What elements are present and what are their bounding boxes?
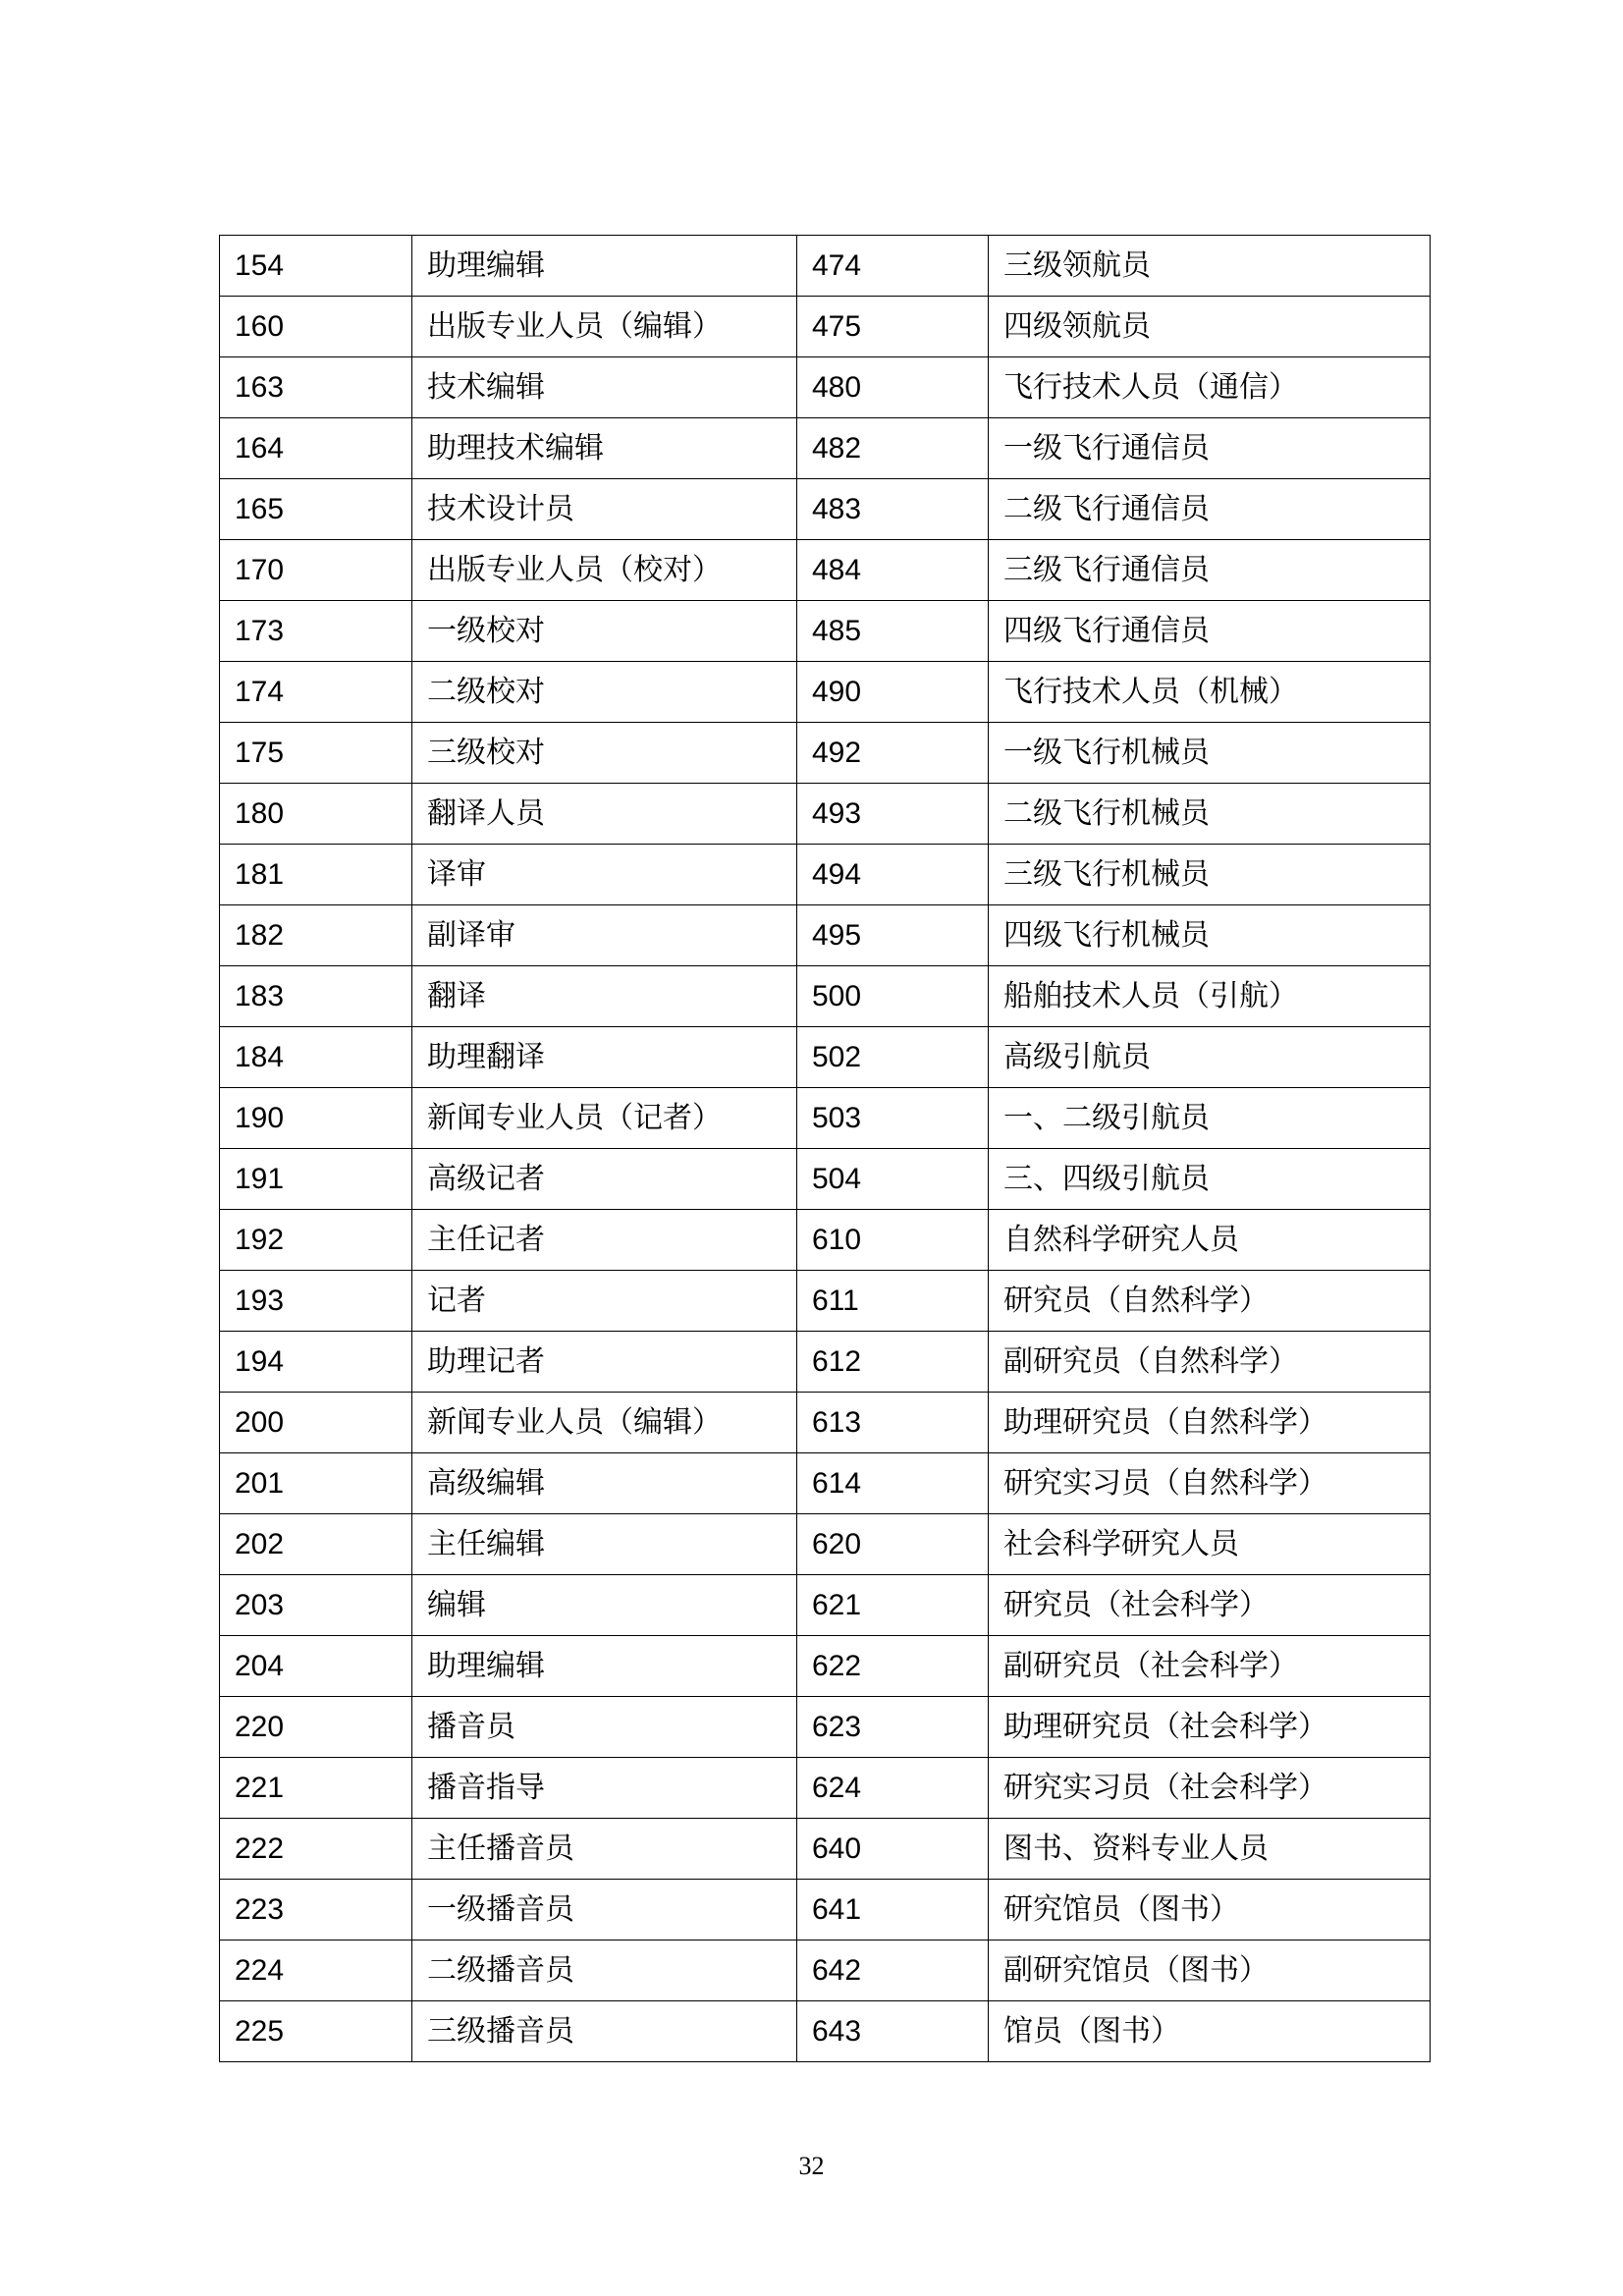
table-row	[220, 540, 1431, 601]
right-title-cell: 副研究员（社会科学）	[989, 1636, 1431, 1697]
left-title-cell: 助理编辑	[412, 236, 797, 297]
right-code-cell: 621	[797, 1575, 989, 1636]
left-title-cell: 一级播音员	[412, 1880, 797, 1941]
right-code-cell: 492	[797, 723, 989, 784]
right-code-cell: 641	[797, 1880, 989, 1941]
left-code-cell: 183	[220, 966, 412, 1027]
left-title-cell: 高级编辑	[412, 1453, 797, 1514]
left-title-cell: 助理翻译	[412, 1027, 797, 1088]
right-code-cell: 494	[797, 845, 989, 905]
right-title-cell: 助理研究员（社会科学）	[989, 1697, 1431, 1758]
left-code-cell: 182	[220, 905, 412, 966]
left-title-cell: 播音员	[412, 1697, 797, 1758]
right-title-cell: 图书、资料专业人员	[989, 1819, 1431, 1880]
table-row	[220, 966, 1431, 1027]
table-row	[220, 418, 1431, 479]
left-title-cell: 记者	[412, 1271, 797, 1332]
table-row	[220, 1271, 1431, 1332]
left-title-cell: 播音指导	[412, 1758, 797, 1819]
left-code-cell: 154	[220, 236, 412, 297]
left-title-cell: 翻译	[412, 966, 797, 1027]
table-row	[220, 1758, 1431, 1819]
table-row	[220, 236, 1431, 297]
table-row	[220, 1332, 1431, 1393]
right-title-cell: 助理研究员（自然科学）	[989, 1393, 1431, 1453]
left-title-cell: 一级校对	[412, 601, 797, 662]
left-title-cell: 副译审	[412, 905, 797, 966]
right-code-cell: 495	[797, 905, 989, 966]
left-title-cell: 二级播音员	[412, 1941, 797, 2001]
left-title-cell: 出版专业人员（编辑）	[412, 297, 797, 357]
left-code-cell: 220	[220, 1697, 412, 1758]
right-title-cell: 飞行技术人员（通信）	[989, 357, 1431, 418]
left-title-cell: 主任编辑	[412, 1514, 797, 1575]
table-row	[220, 1149, 1431, 1210]
right-title-cell: 高级引航员	[989, 1027, 1431, 1088]
right-code-cell: 480	[797, 357, 989, 418]
right-code-cell: 484	[797, 540, 989, 601]
table-row	[220, 1088, 1431, 1149]
right-code-cell: 643	[797, 2001, 989, 2062]
page-number: 32	[798, 2152, 825, 2180]
left-code-cell: 174	[220, 662, 412, 723]
right-code-cell: 624	[797, 1758, 989, 1819]
right-title-cell: 研究员（社会科学）	[989, 1575, 1431, 1636]
left-title-cell: 助理编辑	[412, 1636, 797, 1697]
right-title-cell: 一级飞行通信员	[989, 418, 1431, 479]
table-row	[220, 1941, 1431, 2001]
table-row	[220, 1819, 1431, 1880]
right-code-cell: 614	[797, 1453, 989, 1514]
right-code-cell: 642	[797, 1941, 989, 2001]
left-code-cell: 160	[220, 297, 412, 357]
table-row	[220, 1393, 1431, 1453]
right-code-cell: 612	[797, 1332, 989, 1393]
right-title-cell: 飞行技术人员（机械）	[989, 662, 1431, 723]
left-code-cell: 224	[220, 1941, 412, 2001]
left-code-cell: 170	[220, 540, 412, 601]
table-row	[220, 1575, 1431, 1636]
right-title-cell: 船舶技术人员（引航）	[989, 966, 1431, 1027]
left-title-cell: 技术设计员	[412, 479, 797, 540]
right-title-cell: 研究馆员（图书）	[989, 1880, 1431, 1941]
table-row	[220, 845, 1431, 905]
table-row	[220, 784, 1431, 845]
table-row	[220, 1880, 1431, 1941]
left-code-cell: 201	[220, 1453, 412, 1514]
table-row	[220, 905, 1431, 966]
right-title-cell: 四级领航员	[989, 297, 1431, 357]
right-code-cell: 640	[797, 1819, 989, 1880]
title-code-table	[219, 235, 1431, 2062]
left-code-cell: 191	[220, 1149, 412, 1210]
left-title-cell: 新闻专业人员（编辑）	[412, 1393, 797, 1453]
left-code-cell: 180	[220, 784, 412, 845]
right-title-cell: 自然科学研究人员	[989, 1210, 1431, 1271]
left-code-cell: 204	[220, 1636, 412, 1697]
right-title-cell: 一级飞行机械员	[989, 723, 1431, 784]
right-code-cell: 475	[797, 297, 989, 357]
right-code-cell: 485	[797, 601, 989, 662]
table-row	[220, 1514, 1431, 1575]
right-title-cell: 二级飞行通信员	[989, 479, 1431, 540]
right-code-cell: 483	[797, 479, 989, 540]
left-code-cell: 175	[220, 723, 412, 784]
right-code-cell: 493	[797, 784, 989, 845]
right-code-cell: 622	[797, 1636, 989, 1697]
left-code-cell: 200	[220, 1393, 412, 1453]
right-title-cell: 副研究馆员（图书）	[989, 1941, 1431, 2001]
left-code-cell: 225	[220, 2001, 412, 2062]
left-code-cell: 223	[220, 1880, 412, 1941]
left-title-cell: 助理记者	[412, 1332, 797, 1393]
right-title-cell: 研究实习员（社会科学）	[989, 1758, 1431, 1819]
left-code-cell: 222	[220, 1819, 412, 1880]
left-code-cell: 173	[220, 601, 412, 662]
left-code-cell: 165	[220, 479, 412, 540]
left-title-cell: 技术编辑	[412, 357, 797, 418]
left-code-cell: 203	[220, 1575, 412, 1636]
right-code-cell: 482	[797, 418, 989, 479]
right-code-cell: 610	[797, 1210, 989, 1271]
left-title-cell: 编辑	[412, 1575, 797, 1636]
left-code-cell: 181	[220, 845, 412, 905]
table-row	[220, 662, 1431, 723]
left-code-cell: 190	[220, 1088, 412, 1149]
left-code-cell: 202	[220, 1514, 412, 1575]
right-title-cell: 馆员（图书）	[989, 2001, 1431, 2062]
table-row	[220, 2001, 1431, 2062]
table-row	[220, 1697, 1431, 1758]
table-row	[220, 601, 1431, 662]
table-body	[220, 236, 1431, 2062]
table-row	[220, 297, 1431, 357]
right-code-cell: 490	[797, 662, 989, 723]
right-title-cell: 一、二级引航员	[989, 1088, 1431, 1149]
left-code-cell: 192	[220, 1210, 412, 1271]
right-title-cell: 四级飞行机械员	[989, 905, 1431, 966]
right-title-cell: 社会科学研究人员	[989, 1514, 1431, 1575]
right-code-cell: 611	[797, 1271, 989, 1332]
left-code-cell: 163	[220, 357, 412, 418]
right-code-cell: 613	[797, 1393, 989, 1453]
table-row	[220, 479, 1431, 540]
right-title-cell: 四级飞行通信员	[989, 601, 1431, 662]
right-code-cell: 620	[797, 1514, 989, 1575]
right-title-cell: 三级飞行机械员	[989, 845, 1431, 905]
table-row	[220, 1027, 1431, 1088]
left-title-cell: 主任记者	[412, 1210, 797, 1271]
left-code-cell: 221	[220, 1758, 412, 1819]
left-title-cell: 二级校对	[412, 662, 797, 723]
right-code-cell: 504	[797, 1149, 989, 1210]
right-code-cell: 503	[797, 1088, 989, 1149]
left-title-cell: 主任播音员	[412, 1819, 797, 1880]
left-code-cell: 184	[220, 1027, 412, 1088]
right-code-cell: 500	[797, 966, 989, 1027]
right-code-cell: 623	[797, 1697, 989, 1758]
left-title-cell: 新闻专业人员（记者）	[412, 1088, 797, 1149]
left-code-cell: 194	[220, 1332, 412, 1393]
right-title-cell: 三、四级引航员	[989, 1149, 1431, 1210]
right-code-cell: 474	[797, 236, 989, 297]
right-code-cell: 502	[797, 1027, 989, 1088]
left-title-cell: 翻译人员	[412, 784, 797, 845]
left-title-cell: 译审	[412, 845, 797, 905]
table-row	[220, 1453, 1431, 1514]
right-title-cell: 三级领航员	[989, 236, 1431, 297]
table-row	[220, 1210, 1431, 1271]
left-title-cell: 出版专业人员（校对）	[412, 540, 797, 601]
left-code-cell: 164	[220, 418, 412, 479]
right-title-cell: 二级飞行机械员	[989, 784, 1431, 845]
left-code-cell: 193	[220, 1271, 412, 1332]
right-title-cell: 三级飞行通信员	[989, 540, 1431, 601]
table-row	[220, 357, 1431, 418]
left-title-cell: 三级播音员	[412, 2001, 797, 2062]
table-row	[220, 1636, 1431, 1697]
table-row	[220, 723, 1431, 784]
right-title-cell: 研究实习员（自然科学）	[989, 1453, 1431, 1514]
left-title-cell: 三级校对	[412, 723, 797, 784]
right-title-cell: 副研究员（自然科学）	[989, 1332, 1431, 1393]
left-title-cell: 高级记者	[412, 1149, 797, 1210]
right-title-cell: 研究员（自然科学）	[989, 1271, 1431, 1332]
left-title-cell: 助理技术编辑	[412, 418, 797, 479]
